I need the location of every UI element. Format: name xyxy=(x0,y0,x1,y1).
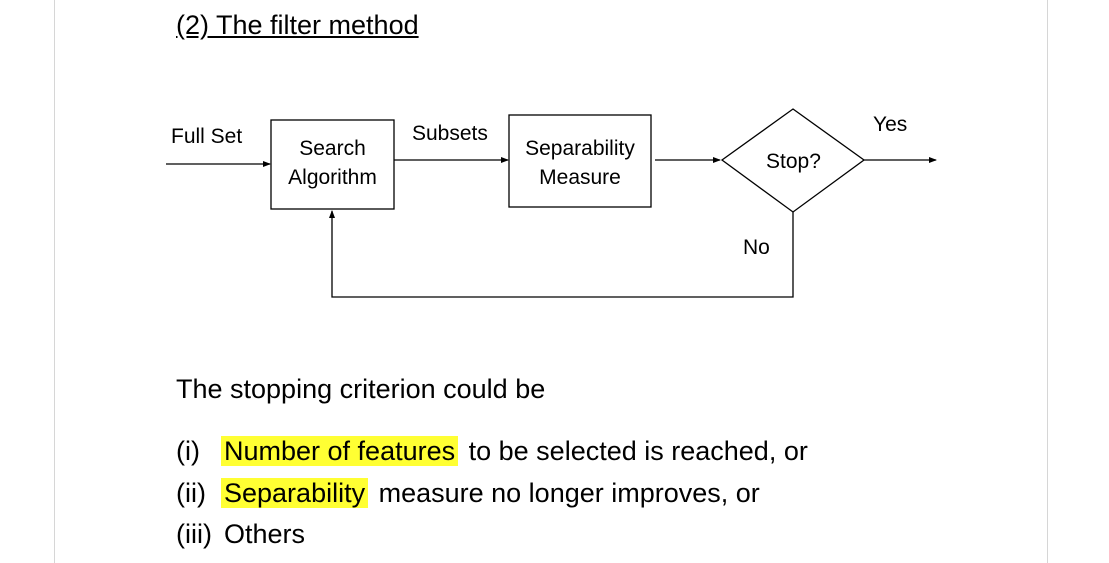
search-line-1: Search xyxy=(299,137,366,160)
item-number: (ii) xyxy=(176,477,206,508)
measure-line-2: Measure xyxy=(539,166,621,189)
subsets-label: Subsets xyxy=(412,122,488,145)
separability-measure-text xyxy=(509,134,651,192)
item-number: (iii) xyxy=(176,519,212,549)
measure-line-1: Separability xyxy=(525,137,635,160)
no-feedback-line xyxy=(332,211,793,297)
item-text: Others xyxy=(224,519,306,549)
no-label: No xyxy=(743,236,770,259)
search-line-2: Algorithm xyxy=(288,166,377,189)
item-text: measure no longer improves, or xyxy=(378,477,760,508)
item-number: (i) xyxy=(176,436,200,466)
search-algorithm-text xyxy=(271,134,394,192)
stop-label: Stop? xyxy=(766,150,821,173)
highlighted-text: Separability xyxy=(221,478,368,508)
full-set-label: Full Set xyxy=(171,125,243,148)
stopping-criterion-heading: The stopping criterion could be xyxy=(176,374,546,404)
highlighted-text: Number of features xyxy=(221,436,458,466)
yes-label: Yes xyxy=(873,113,908,136)
item-text: to be selected is reached, or xyxy=(468,436,808,466)
slide-title: (2) The filter method xyxy=(176,10,419,40)
